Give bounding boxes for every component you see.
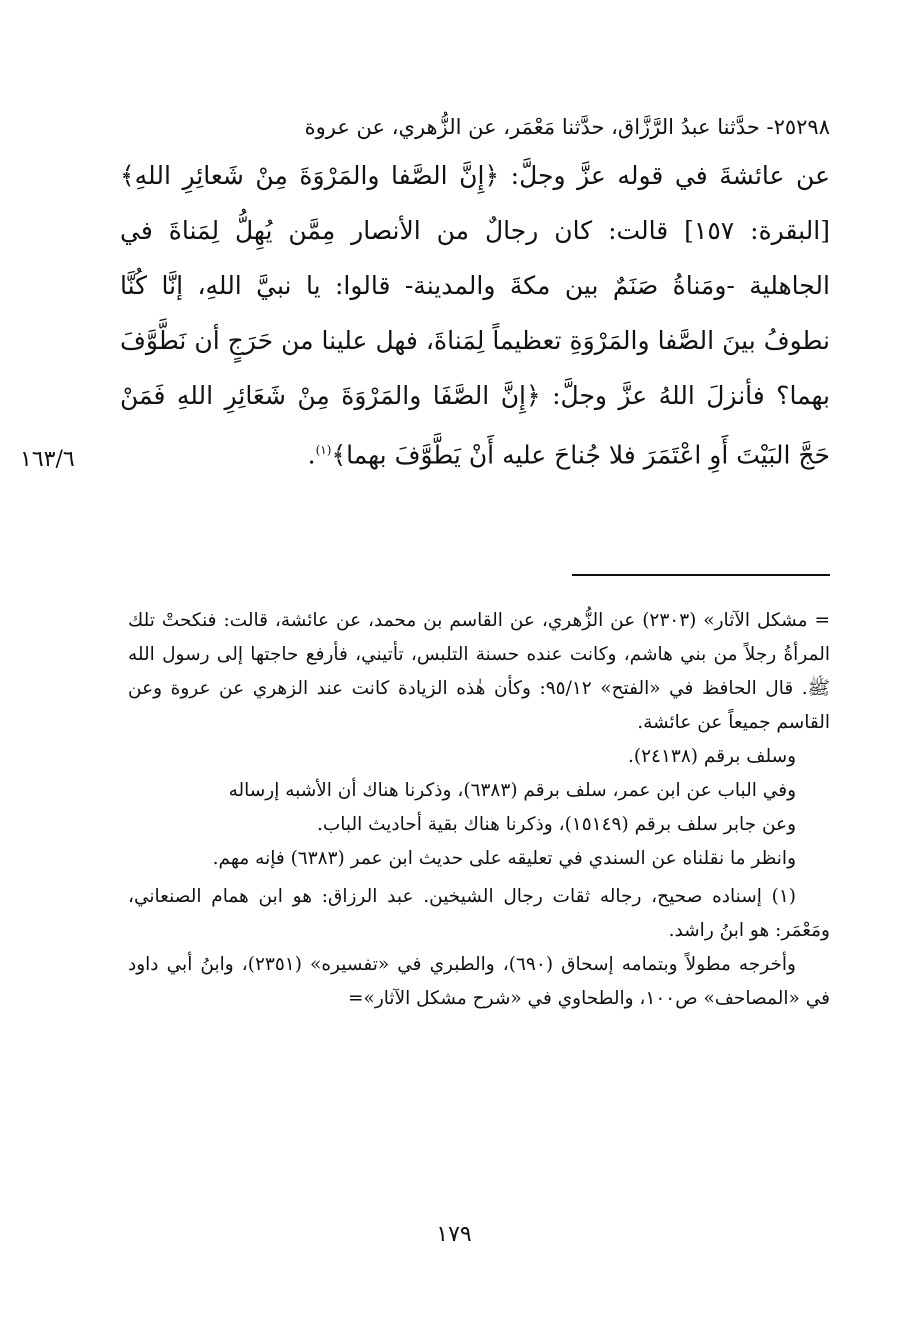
footnote-separator: [572, 574, 830, 576]
footnote-reference: (١): [315, 443, 332, 457]
hadith-matn: عن عائشةَ في قوله عزَّ وجلَّ: ﴿إِنَّ الصَّفا والمَرْوَةَ مِنْ شَعائِرِ اللهِ﴾ [البقرة: ١٥٧] قالت: كان رجالٌ من الأنصار مِمَّن يُهِلُّ لِمَناةَ في الجاهلية -ومَناةُ صَنَمٌ بين مكةَ والمدينة- قالوا: يا نبيَّ اللهِ، إنَّا كُنَّا نطوفُ بينَ الصَّفا والمَرْوَةِ تعظيماً لِمَناةَ، فهل علينا من حَرَجٍ أن نَطَّوَّفَ بهما؟ فأنزلَ اللهُ عزَّ وجلَّ: ﴿إِنَّ الصَّفَا والمَرْوَةَ مِنْ شَعَائِرِ اللهِ فَمَنْ حَجَّ البَيْتَ أَوِ اعْتَمَرَ فلا جُناحَ عليه أَنْ يَطَّوَّفَ بهما﴾: [120, 161, 830, 470]
footnote-paragraph: وانظر ما نقلناه عن السندي في تعليقه على حديث ابن عمر (٦٣٨٣) فإنه مهم.: [212, 848, 796, 869]
footnote-paragraph: وسلف برقم (٢٤١٣٨).: [628, 746, 796, 767]
footnotes: [128, 604, 830, 1016]
footnote-1: (١) إسناده صحيح، رجاله ثقات رجال الشيخين. عبد الرزاق: هو ابن همام الصنعاني، ومَعْمَر: هو ابنُ راشد.: [128, 886, 830, 941]
footnote-paragraph: وأخرجه مطولاً وبتمامه إسحاق (٦٩٠)، والطبري في «تفسيره» (٢٣٥١)، وابنُ أبي داود في «المصاحف» ص١٠٠، والطحاوي في «شرح مشكل الآثار»=: [128, 954, 830, 1009]
hadith-isnad: ٢٥٢٩٨- حدَّثنا عبدُ الرَّزَّاق، حدَّثنا مَعْمَر، عن الزُّهري، عن عروة: [304, 115, 830, 139]
footnote-continuation: = مشكل الآثار» (٢٣٠٣) عن الزُّهري، عن القاسم بن محمد، عن عائشة، قالت: فنكحتْ تلك المرأةُ رجلاً من بني هاشم، وكانت عنده حسنة التلبس، تأتيني، فأرفع حاجتها إلى رسول الله ﷺ. قال الحافظ في «الفتح» ٩٥/١٢: وكأن هٰذه الزيادة كانت عند الزهري عن عروة وعن القاسم جميعاً عن عائشة.: [128, 610, 830, 733]
footnote-paragraph: وفي الباب عن ابن عمر، سلف برقم (٦٣٨٣)، وذكرنا هناك أن الأشبه إرساله: [228, 780, 796, 801]
margin-volume-page-note: ١٦٣/٦: [20, 447, 75, 472]
hadith-block: [120, 112, 830, 482]
page-number: ١٧٩: [436, 1222, 472, 1247]
footnote-paragraph: وعن جابر سلف برقم (١٥١٤٩)، وذكرنا هناك بقية أحاديث الباب.: [316, 814, 796, 835]
hadith-text: عن عائشةَ في قوله عزَّ وجلَّ: ﴿إِنَّ الصَّفا والمَرْوَةَ مِنْ شَعائِرِ اللهِ﴾ [البقرة: ١٥٧] قالت: كان رجالٌ من الأنصار مِمَّن يُهِلُّ لِمَناةَ في الجاهلية -ومَناةُ صَنَمٌ بين مكةَ والمدينة- قالوا: يا نبيَّ اللهِ، إنَّا كُنَّا نطوفُ بينَ الصَّفا والمَرْوَةِ تعظيماً لِمَناةَ، فهل علينا من حَرَجٍ أن نَطَّوَّفَ بهما؟ فأنزلَ اللهُ عزَّ وجلَّ: ﴿إِنَّ الصَّفَا والمَرْوَةَ مِنْ شَعَائِرِ اللهِ فَمَنْ حَجَّ البَيْتَ أَوِ اعْتَمَرَ فلا جُناحَ عليه أَنْ يَطَّوَّفَ بهما﴾$^{(١)}$.: [120, 161, 830, 470]
